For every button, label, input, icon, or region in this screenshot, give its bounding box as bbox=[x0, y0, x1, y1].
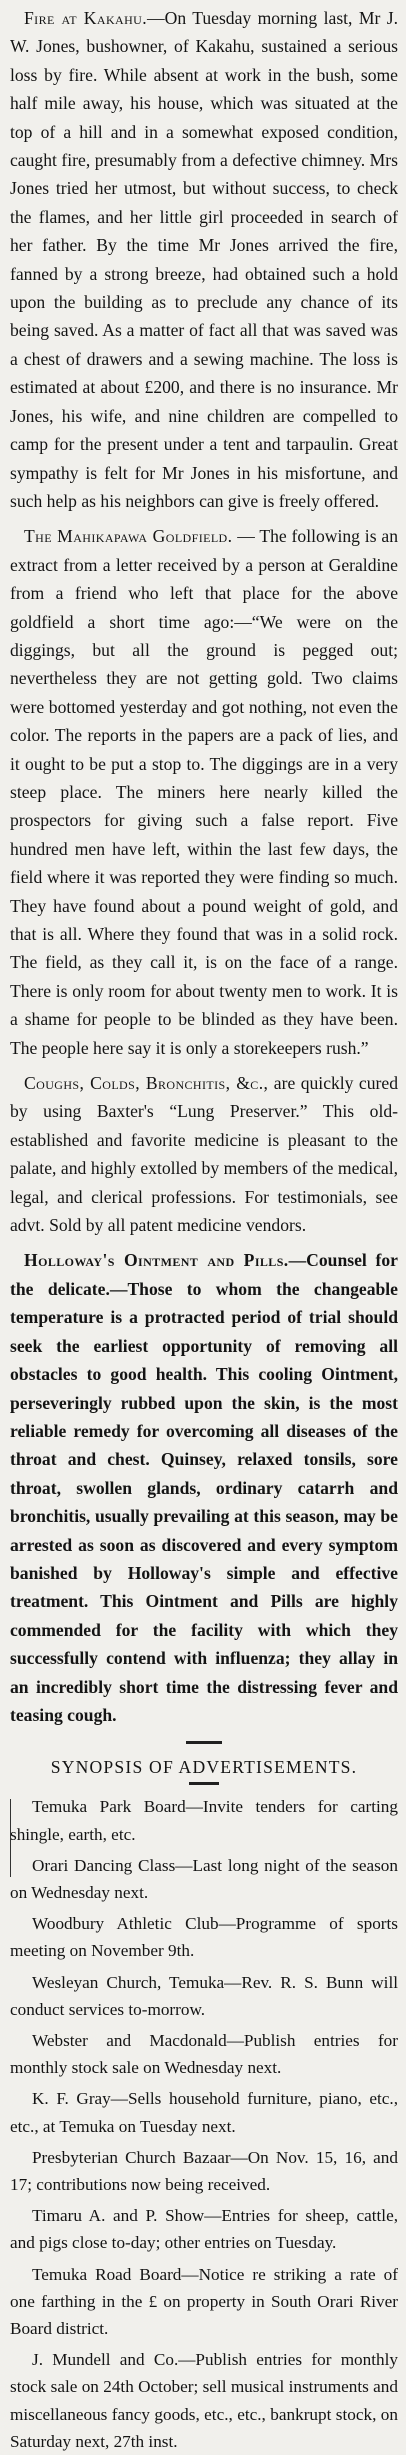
advertisement-item: Temuka Park Board—Invite tenders for carting shingle, earth, etc. bbox=[10, 1797, 398, 1844]
advertisement-item: Temuka Road Board—Notice re striking a rate of one farthing in the £ on property in South Orari River Board district. bbox=[10, 2264, 398, 2339]
advertisement-item: Presbyterian Church Bazaar—On Nov. 15, 16, and 17; contributions now being received. bbox=[10, 2147, 398, 2195]
advertisement-item: Webster and Macdonald—Publish entries for monthly stock sale on Wednesday next. bbox=[10, 2031, 398, 2078]
article-heading: Fire at Kakahu. bbox=[24, 8, 148, 28]
article-fire-at-kakahu bbox=[10, 4, 398, 515]
article-heading: The Mahikapawa Goldfield. bbox=[24, 526, 233, 547]
article-body: —On Tuesday morning last, Mr J. W. Jones, bushowner, of Kakahu, sustained a serious loss by fire. While absent at work in the bush, some half mile away, his house, which was situated at the top of a hill and in a somewhat exposed condition, caught fire, presumably from a defective chimney. Mrs Jones tried her utmost, but without success, to check the flames, and her little girl proceeded in search of her father. By the time Mr Jones arrived the fire, fanned by a strong breeze, had obtained such a hold upon the building as to preclude any chance of its being saved. As a matter of fact all that was saved was a chest of drawers and a sewing machine. The loss is estimated at about £200, and there is no insurance. Mr Jones, his wife, and nine children are compelled to camp for the present under a tent and tarpaulin. Great sympathy is felt for Mr Jones in his misfortune, and such help as his neighbors can give is freely offered. bbox=[10, 8, 399, 511]
advertisement-item: J. Mundell and Co.—Publish entries for monthly stock sale on 24th October; sell musical instruments and miscellaneous fancy goods, etc., etc., bankrupt stock, on Saturday next, 27th inst. bbox=[10, 2350, 398, 2451]
article-heading: Holloway's Ointment and Pills. bbox=[24, 1250, 289, 1271]
advertisement-item: Wesleyan Church, Temuka—Rev. R. S. Bunn will conduct services to-morrow. bbox=[10, 1972, 398, 2019]
article-heading: Coughs, Colds, Bronchitis, &c., bbox=[24, 1073, 269, 1094]
synopsis-title: SYNOPSIS OF ADVERTISEMENTS. bbox=[50, 1757, 358, 1778]
advertisement-item: Woodbury Athletic Club—Programme of sports meeting on November 9th. bbox=[10, 1914, 398, 1961]
advertisement-item: K. F. Gray—Sells household furniture, piano, etc., etc., at Temuka on Tuesday next. bbox=[10, 2089, 398, 2136]
advertisement-item: Orari Dancing Class—Last long night of the season on Wednesday next. bbox=[10, 1855, 398, 1902]
advertisement-list bbox=[10, 1793, 398, 2455]
article-body: — The following is an extract from a letter received by a person at Geraldine from a friend who left that place for the above goldfield a short time ago:—“We were on the diggings, but all the ground is pegged out; nevertheless they are not getting gold. Two claims were bottomed yesterday and got nothing, not even the color. The reports in the papers are a pack of lies, and it ought to be put a stop to. The diggings are in a very steep place. The miners here nearly killed the prospectors for giving such a false report. Five hundred men have left, within the last few days, the field where it was reported they were finding so much. They have found about a pound weight of gold, and that is all. Where they found that was in a solid rock. The field, as they call it, is on the face of a range. There is only room for about twenty men to work. It is a shame for people to be blinded as they have been. The people here say it is only a storekeepers rush.” bbox=[10, 526, 398, 1058]
section-divider bbox=[186, 1741, 222, 1744]
article-holloways-ointment bbox=[10, 1246, 398, 1729]
advertisement-item: Timaru A. and P. Show—Entries for sheep, cattle, and pigs close to-day; other entries on Tuesday. bbox=[10, 2206, 398, 2253]
title-underline bbox=[189, 1782, 219, 1785]
article-body: —Counsel for the delicate.—Those to whom the changeable temperature is a protracted period of trial should seek the earliest opportunity of removing all obstacles to good health. This cooling Ointment, perseveringly rubbed upon the skin, is the most reliable remedy for overcoming all diseases of the throat and chest. Quinsey, relaxed tonsils, sore throat, swollen glands, ordinary catarrh and bronchitis, usually prevailing at this season, may be arrested as soon as discovered and every symptom banished by Holloway's simple and effective treatment. This Ointment and Pills are highly commended for the facility with which they successfully contend with influenza; they allay in an incredibly short time the distressing fever and teasing cough. bbox=[10, 1250, 398, 1725]
article-mahikapawa-goldfield bbox=[10, 522, 398, 1062]
article-body: are quickly cured by using Baxter's “Lung Preserver.” This old-established and favorite medicine is pleasant to the palate, and highly extolled by members of the medical, legal, and clerical professions. For testimonials, see advt. Sold by all patent medicine vendors. bbox=[10, 1073, 398, 1236]
article-coughs-colds bbox=[10, 1069, 398, 1239]
